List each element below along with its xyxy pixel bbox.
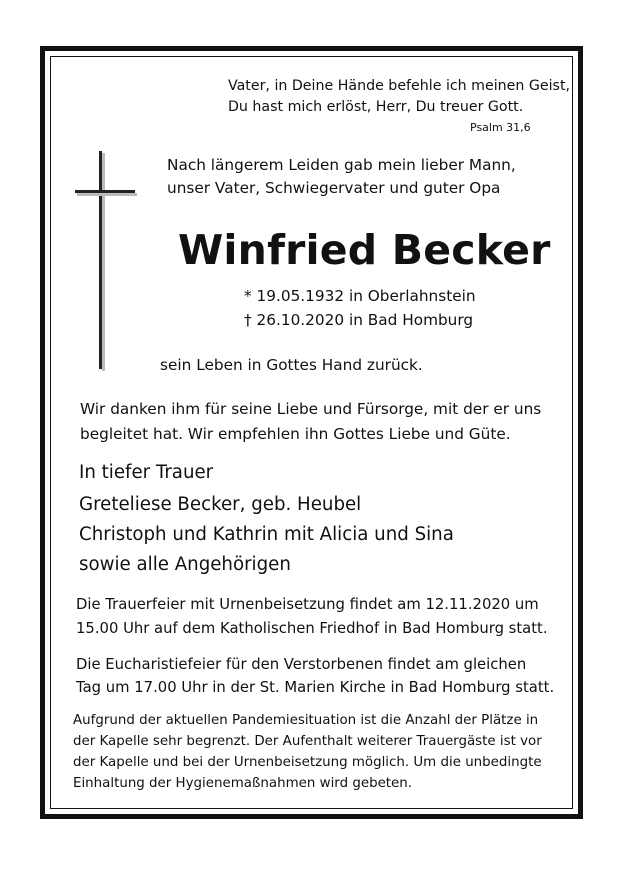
eucharist-line-2: Tag um 17.00 Uhr in der St. Marien Kirche in Bad Homburg statt. xyxy=(76,679,555,696)
intro-line-2: unser Vater, Schwiegervater und guter Opa xyxy=(167,179,501,197)
motto-line-2: Du hast mich erlöst, Herr, Du treuer Gott. xyxy=(228,99,524,115)
mourner-line-2: Christoph und Kathrin mit Alicia und Sina xyxy=(79,524,454,545)
funeral-line-1: Die Trauerfeier mit Urnenbeisetzung findet am 12.11.2020 um xyxy=(76,596,539,613)
pandemic-line-2: der Kapelle sehr begrenzt. Der Aufenthalt weiterer Trauergäste ist vor xyxy=(73,734,542,749)
cross-horizontal-bar xyxy=(75,190,135,193)
psalm-reference: Psalm 31,6 xyxy=(470,121,531,134)
mourner-line-1: Greteliese Becker, geb. Heubel xyxy=(79,494,362,515)
pandemic-line-3: der Kapelle und bei der Urnenbeisetzung möglich. Um die unbedingte xyxy=(73,755,542,770)
thanks-line-2: begleitet hat. Wir empfehlen ihn Gottes Liebe und Güte. xyxy=(80,425,511,443)
pandemic-line-1: Aufgrund der aktuellen Pandemiesituation ist die Anzahl der Plätze in xyxy=(73,713,539,728)
thanks-line-1: Wir danken ihm für seine Liebe und Fürsorge, mit der er uns xyxy=(80,400,542,418)
pandemic-line-4: Einhaltung der Hygienemaßnahmen wird gebeten. xyxy=(73,776,413,791)
cross-vertical-bar xyxy=(99,151,102,369)
closing-phrase: sein Leben in Gottes Hand zurück. xyxy=(160,356,423,374)
mourners-heading: In tiefer Trauer xyxy=(79,462,214,483)
motto-line-1: Vater, in Deine Hände befehle ich meinen Geist, xyxy=(228,78,571,94)
eucharist-line-1: Die Eucharistiefeier für den Verstorbenen findet am gleichen xyxy=(76,656,527,673)
birth-date: * 19.05.1932 in Oberlahnstein xyxy=(244,287,476,305)
funeral-line-2: 15.00 Uhr auf dem Katholischen Friedhof in Bad Homburg statt. xyxy=(76,620,548,637)
death-date: † 26.10.2020 in Bad Homburg xyxy=(244,311,474,329)
intro-line-1: Nach längerem Leiden gab mein lieber Mann, xyxy=(167,156,516,174)
deceased-name: Winfried Becker xyxy=(178,226,551,274)
mourner-line-3: sowie alle Angehörigen xyxy=(79,554,291,575)
